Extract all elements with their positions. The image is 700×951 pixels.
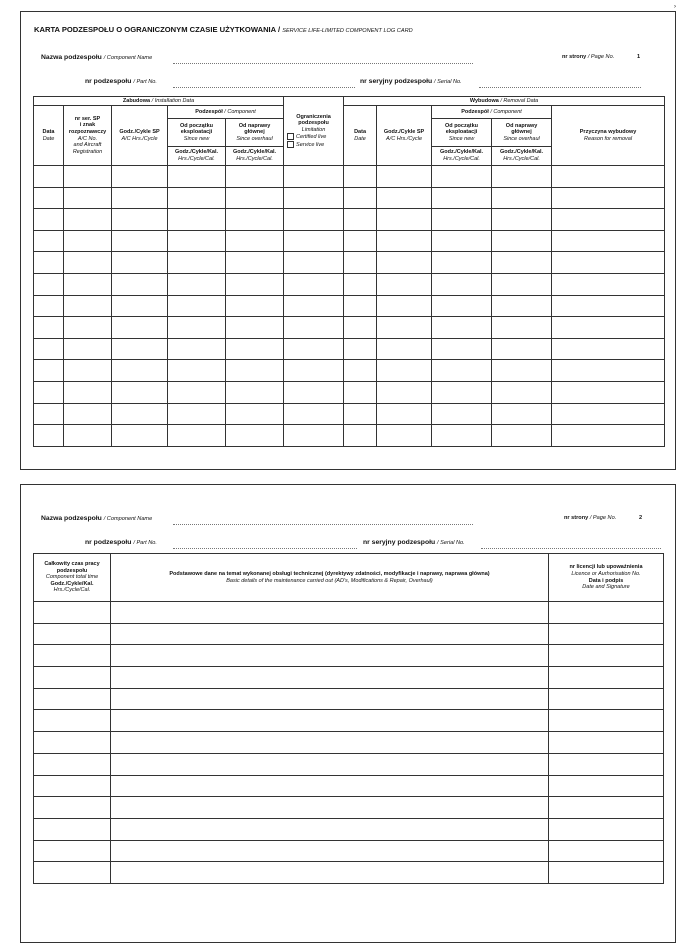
component-name-label: Nazwa podzespołu / Component Name [41, 54, 153, 61]
removal-since-overhaul-header: Od naprawy głównej Since overhaul [492, 119, 552, 147]
table-row [34, 425, 665, 447]
entry-cell[interactable] [64, 166, 112, 188]
entry-cell[interactable] [111, 862, 549, 884]
entry-cell[interactable] [34, 797, 111, 819]
entry-cell[interactable] [168, 403, 226, 425]
log-rows [34, 166, 665, 447]
entry-cell[interactable] [492, 338, 552, 360]
entry-cell[interactable] [34, 775, 111, 797]
entry-cell[interactable] [377, 338, 432, 360]
entry-cell[interactable] [377, 166, 432, 188]
table-row [34, 602, 664, 624]
entry-cell[interactable] [552, 252, 665, 274]
entry-cell[interactable] [552, 230, 665, 252]
entry-cell[interactable] [377, 425, 432, 447]
table-row [34, 360, 665, 382]
entry-cell[interactable] [492, 425, 552, 447]
entry-cell[interactable] [34, 273, 64, 295]
table-row [34, 623, 664, 645]
page-no-value-2: 2 [639, 515, 643, 521]
table-row [34, 209, 665, 231]
card-title: KARTA PODZESPOŁU O OGRANICZONYM CZASIE UŻYTKOWANIA / SERVICE LIFE-LIMITED COMPONENT LOG CARD [34, 25, 413, 34]
entry-cell[interactable] [34, 710, 111, 732]
table-row [34, 797, 664, 819]
entry-cell[interactable] [168, 273, 226, 295]
entry-cell[interactable] [111, 775, 549, 797]
entry-cell[interactable] [552, 403, 665, 425]
table-row [34, 667, 664, 689]
entry-cell[interactable] [111, 732, 549, 754]
table-row [34, 732, 664, 754]
install-ac-header: nr ser. SP i znak rozpoznawczy A/C No. and Aircraft Registration [64, 106, 112, 166]
entry-cell[interactable] [549, 840, 664, 862]
table-row [34, 753, 664, 775]
entry-cell[interactable] [432, 295, 492, 317]
entry-cell[interactable] [64, 381, 112, 403]
entry-cell[interactable] [552, 425, 665, 447]
entry-cell[interactable] [168, 317, 226, 339]
entry-cell[interactable] [168, 425, 226, 447]
entry-cell[interactable] [492, 230, 552, 252]
table-row [34, 230, 665, 252]
install-since-overhaul-header: Od naprawy głównej Since overhaul [226, 119, 284, 147]
entry-cell[interactable] [112, 252, 168, 274]
table-row [34, 775, 664, 797]
maintenance-details-header: Podstawowe dane na temat wykonanej obsługi technicznej (dyrektywy zdatności, modyfikacje i naprawy, naprawa główna) Basic details of the maintenance carried out (AD's, Modifications & Repair, Overhaul) [111, 554, 549, 602]
entry-cell[interactable] [377, 317, 432, 339]
entry-cell[interactable] [34, 753, 111, 775]
entry-cell[interactable] [34, 818, 111, 840]
entry-cell[interactable] [344, 338, 377, 360]
entry-cell[interactable] [168, 295, 226, 317]
entry-cell[interactable] [549, 645, 664, 667]
entry-cell[interactable] [64, 209, 112, 231]
entry-cell[interactable] [64, 360, 112, 382]
removal-ac-hrs-header: Godz./Cykle SP A/C Hrs./Cycle [377, 106, 432, 166]
entry-cell[interactable] [64, 403, 112, 425]
entry-cell[interactable] [284, 317, 344, 339]
install-since-new-header: Od początku eksploatacji Since new [168, 119, 226, 147]
table-row [34, 840, 664, 862]
entry-cell[interactable] [111, 688, 549, 710]
entry-cell[interactable] [111, 645, 549, 667]
removal-component-header: Podzespół / Component [432, 106, 552, 119]
removal-reason-header: Przyczyna wybudowy Reason for removal [552, 106, 665, 166]
entry-cell[interactable] [492, 403, 552, 425]
entry-cell[interactable] [168, 166, 226, 188]
serial-no-label: nr seryjny podzespołu / Serial No. [360, 78, 462, 85]
serial-no-field[interactable] [479, 87, 641, 88]
entry-cell[interactable] [111, 667, 549, 689]
entry-cell[interactable] [111, 797, 549, 819]
part-no-field[interactable] [173, 87, 355, 88]
entry-cell[interactable] [284, 338, 344, 360]
total-time-header: Całkowity czas pracy podzespołu Component total time Godz./Cykle/Kal. Hrs./Cycle/Cal. [34, 554, 111, 602]
entry-cell[interactable] [377, 360, 432, 382]
entry-cell[interactable] [226, 425, 284, 447]
corner-mark-icon: › [674, 4, 676, 10]
entry-cell[interactable] [549, 862, 664, 884]
entry-cell[interactable] [344, 230, 377, 252]
install-hcc-new-header: Godz./Cykle/Kal. Hrs./Cycle/Cal. [168, 147, 226, 166]
entry-cell[interactable] [344, 360, 377, 382]
entry-cell[interactable] [168, 252, 226, 274]
entry-cell[interactable] [432, 187, 492, 209]
removal-hcc-new-header: Godz./Cykle/Kal. Hrs./Cycle/Cal. [492, 147, 552, 166]
entry-cell[interactable] [549, 797, 664, 819]
limitation-header: Ograniczenia podzespołu Limitation Certified live Service live [284, 97, 344, 166]
entry-cell[interactable] [552, 338, 665, 360]
entry-cell[interactable] [377, 295, 432, 317]
entry-cell[interactable] [552, 317, 665, 339]
install-ac-hrs-header: Godz./Cykle SP A/C Hrs./Cycle [112, 106, 168, 166]
entry-cell[interactable] [344, 187, 377, 209]
entry-cell[interactable] [34, 840, 111, 862]
entry-cell[interactable] [377, 273, 432, 295]
entry-cell[interactable] [226, 295, 284, 317]
entry-cell[interactable] [64, 317, 112, 339]
entry-cell[interactable] [111, 818, 549, 840]
table-row [34, 381, 665, 403]
entry-cell[interactable] [112, 187, 168, 209]
entry-cell[interactable] [64, 425, 112, 447]
entry-cell[interactable] [111, 753, 549, 775]
entry-cell[interactable] [432, 425, 492, 447]
entry-cell[interactable] [284, 252, 344, 274]
table-row [34, 295, 665, 317]
entry-cell[interactable] [64, 295, 112, 317]
component-name-field[interactable] [173, 63, 473, 64]
entry-cell[interactable] [34, 230, 64, 252]
entry-cell[interactable] [492, 166, 552, 188]
log-card-page-1 [20, 4, 676, 470]
entry-cell[interactable] [284, 166, 344, 188]
removal-date-header: Data Date [344, 106, 377, 166]
entry-cell[interactable] [34, 317, 64, 339]
entry-cell[interactable] [549, 775, 664, 797]
entry-cell[interactable] [226, 273, 284, 295]
install-hcc-overhaul-header: Godz./Cykle/Kal. Hrs./Cycle/Cal. [226, 147, 284, 166]
limitation-hcc-header: Godz./Cykle/Kal. Hrs./Cycle/Cal. [432, 147, 492, 166]
entry-cell[interactable] [34, 187, 64, 209]
installation-header: Zabudowa / Installation Data [34, 97, 284, 106]
entry-cell[interactable] [226, 166, 284, 188]
entry-cell[interactable] [492, 317, 552, 339]
entry-cell[interactable] [432, 317, 492, 339]
page-no-label-2: nr strony / Page No. [564, 515, 617, 521]
entry-cell[interactable] [112, 360, 168, 382]
maintenance-rows [34, 602, 664, 884]
entry-cell[interactable] [432, 360, 492, 382]
entry-cell[interactable] [34, 166, 64, 188]
entry-cell[interactable] [34, 209, 64, 231]
entry-cell[interactable] [552, 381, 665, 403]
removal-header: Wybudowa / Removal Data [344, 97, 665, 106]
entry-cell[interactable] [34, 403, 64, 425]
entry-cell[interactable] [344, 166, 377, 188]
entry-cell[interactable] [549, 818, 664, 840]
entry-cell[interactable] [552, 209, 665, 231]
entry-cell[interactable] [344, 425, 377, 447]
entry-cell[interactable] [34, 252, 64, 274]
entry-cell[interactable] [344, 252, 377, 274]
entry-cell[interactable] [552, 166, 665, 188]
entry-cell[interactable] [34, 338, 64, 360]
entry-cell[interactable] [492, 252, 552, 274]
entry-cell[interactable] [168, 381, 226, 403]
entry-cell[interactable] [377, 230, 432, 252]
table-row [34, 862, 664, 884]
entry-cell[interactable] [284, 230, 344, 252]
table-row [34, 187, 665, 209]
entry-cell[interactable] [284, 209, 344, 231]
component-name-field-2[interactable] [173, 524, 473, 525]
entry-cell[interactable] [64, 187, 112, 209]
entry-cell[interactable] [552, 360, 665, 382]
entry-cell[interactable] [549, 688, 664, 710]
table-row [34, 273, 665, 295]
table-row [34, 710, 664, 732]
entry-cell[interactable] [112, 273, 168, 295]
entry-cell[interactable] [549, 732, 664, 754]
entry-cell[interactable] [432, 230, 492, 252]
entry-cell[interactable] [112, 338, 168, 360]
entry-cell[interactable] [552, 295, 665, 317]
entry-cell[interactable] [111, 623, 549, 645]
entry-cell[interactable] [112, 381, 168, 403]
entry-cell[interactable] [112, 166, 168, 188]
entry-cell[interactable] [34, 732, 111, 754]
entry-cell[interactable] [549, 602, 664, 624]
entry-cell[interactable] [432, 338, 492, 360]
certified-live-checkbox[interactable] [287, 133, 294, 140]
entry-cell[interactable] [432, 166, 492, 188]
entry-cell[interactable] [226, 317, 284, 339]
entry-cell[interactable] [344, 381, 377, 403]
entry-cell[interactable] [492, 295, 552, 317]
entry-cell[interactable] [344, 295, 377, 317]
log-card-page-2 [20, 484, 676, 943]
entry-cell[interactable] [64, 252, 112, 274]
entry-cell[interactable] [112, 295, 168, 317]
entry-cell[interactable] [226, 209, 284, 231]
entry-cell[interactable] [377, 381, 432, 403]
entry-cell[interactable] [284, 360, 344, 382]
entry-cell[interactable] [112, 403, 168, 425]
entry-cell[interactable] [432, 403, 492, 425]
entry-cell[interactable] [112, 209, 168, 231]
entry-cell[interactable] [432, 381, 492, 403]
entry-cell[interactable] [549, 710, 664, 732]
entry-cell[interactable] [284, 381, 344, 403]
entry-cell[interactable] [64, 230, 112, 252]
entry-cell[interactable] [111, 710, 549, 732]
table-row [34, 403, 665, 425]
entry-cell[interactable] [34, 667, 111, 689]
entry-cell[interactable] [344, 403, 377, 425]
entry-cell[interactable] [34, 688, 111, 710]
maintenance-table [33, 553, 664, 884]
entry-cell[interactable] [552, 273, 665, 295]
entry-cell[interactable] [111, 840, 549, 862]
entry-cell[interactable] [284, 425, 344, 447]
entry-cell[interactable] [549, 623, 664, 645]
table-row [34, 688, 664, 710]
entry-cell[interactable] [432, 209, 492, 231]
entry-cell[interactable] [34, 360, 64, 382]
entry-cell[interactable] [226, 338, 284, 360]
entry-cell[interactable] [549, 667, 664, 689]
component-name-label-2: Nazwa podzespołu / Component Name [41, 515, 153, 522]
entry-cell[interactable] [377, 187, 432, 209]
install-date-header: Data Date [34, 106, 64, 166]
table-row [34, 338, 665, 360]
entry-cell[interactable] [226, 187, 284, 209]
entry-cell[interactable] [492, 381, 552, 403]
entry-cell[interactable] [377, 403, 432, 425]
entry-cell[interactable] [168, 187, 226, 209]
install-component-header: Podzespół / Component [168, 106, 284, 119]
part-no-field-2[interactable] [173, 548, 357, 549]
table-row [34, 252, 665, 274]
entry-cell[interactable] [34, 381, 64, 403]
entry-cell[interactable] [226, 252, 284, 274]
removal-since-new-header: Od początku eksploatacji Since new [432, 119, 492, 147]
entry-cell[interactable] [284, 295, 344, 317]
entry-cell[interactable] [492, 209, 552, 231]
part-no-label-2: nr podzespołu / Part No. [85, 539, 157, 546]
entry-cell[interactable] [34, 645, 111, 667]
licence-signature-header: nr licencji lub upoważnienia Licence or Aurhorisation No. Data i podpis Date and Signature [549, 554, 664, 602]
page-no-label: nr strony / Page No. [562, 54, 615, 60]
entry-cell[interactable] [34, 602, 111, 624]
installation-removal-table [33, 96, 665, 447]
entry-cell[interactable] [492, 360, 552, 382]
entry-cell[interactable] [112, 230, 168, 252]
entry-cell[interactable] [64, 338, 112, 360]
table-row [34, 317, 665, 339]
entry-cell[interactable] [168, 230, 226, 252]
entry-cell[interactable] [111, 602, 549, 624]
entry-cell[interactable] [168, 338, 226, 360]
entry-cell[interactable] [549, 753, 664, 775]
service-live-checkbox[interactable] [287, 141, 294, 148]
entry-cell[interactable] [284, 403, 344, 425]
entry-cell[interactable] [112, 317, 168, 339]
entry-cell[interactable] [377, 209, 432, 231]
entry-cell[interactable] [34, 295, 64, 317]
entry-cell[interactable] [492, 187, 552, 209]
entry-cell[interactable] [284, 187, 344, 209]
entry-cell[interactable] [226, 381, 284, 403]
entry-cell[interactable] [344, 317, 377, 339]
entry-cell[interactable] [432, 273, 492, 295]
entry-cell[interactable] [168, 209, 226, 231]
entry-cell[interactable] [226, 360, 284, 382]
entry-cell[interactable] [377, 252, 432, 274]
entry-cell[interactable] [168, 360, 226, 382]
entry-cell[interactable] [552, 187, 665, 209]
serial-no-label-2: nr seryjny podzespołu / Serial No. [363, 539, 465, 546]
entry-cell[interactable] [432, 252, 492, 274]
entry-cell[interactable] [344, 209, 377, 231]
entry-cell[interactable] [492, 273, 552, 295]
table-row [34, 818, 664, 840]
entry-cell[interactable] [344, 273, 377, 295]
serial-no-field-2[interactable] [481, 548, 661, 549]
part-no-label: nr podzespołu / Part No. [85, 78, 157, 85]
table-row [34, 166, 665, 188]
entry-cell[interactable] [226, 403, 284, 425]
entry-cell[interactable] [112, 425, 168, 447]
entry-cell[interactable] [34, 623, 111, 645]
page-no-value: 1 [637, 54, 641, 60]
entry-cell[interactable] [284, 273, 344, 295]
entry-cell[interactable] [226, 230, 284, 252]
entry-cell[interactable] [34, 862, 111, 884]
entry-cell[interactable] [34, 425, 64, 447]
entry-cell[interactable] [64, 273, 112, 295]
table-row [34, 645, 664, 667]
